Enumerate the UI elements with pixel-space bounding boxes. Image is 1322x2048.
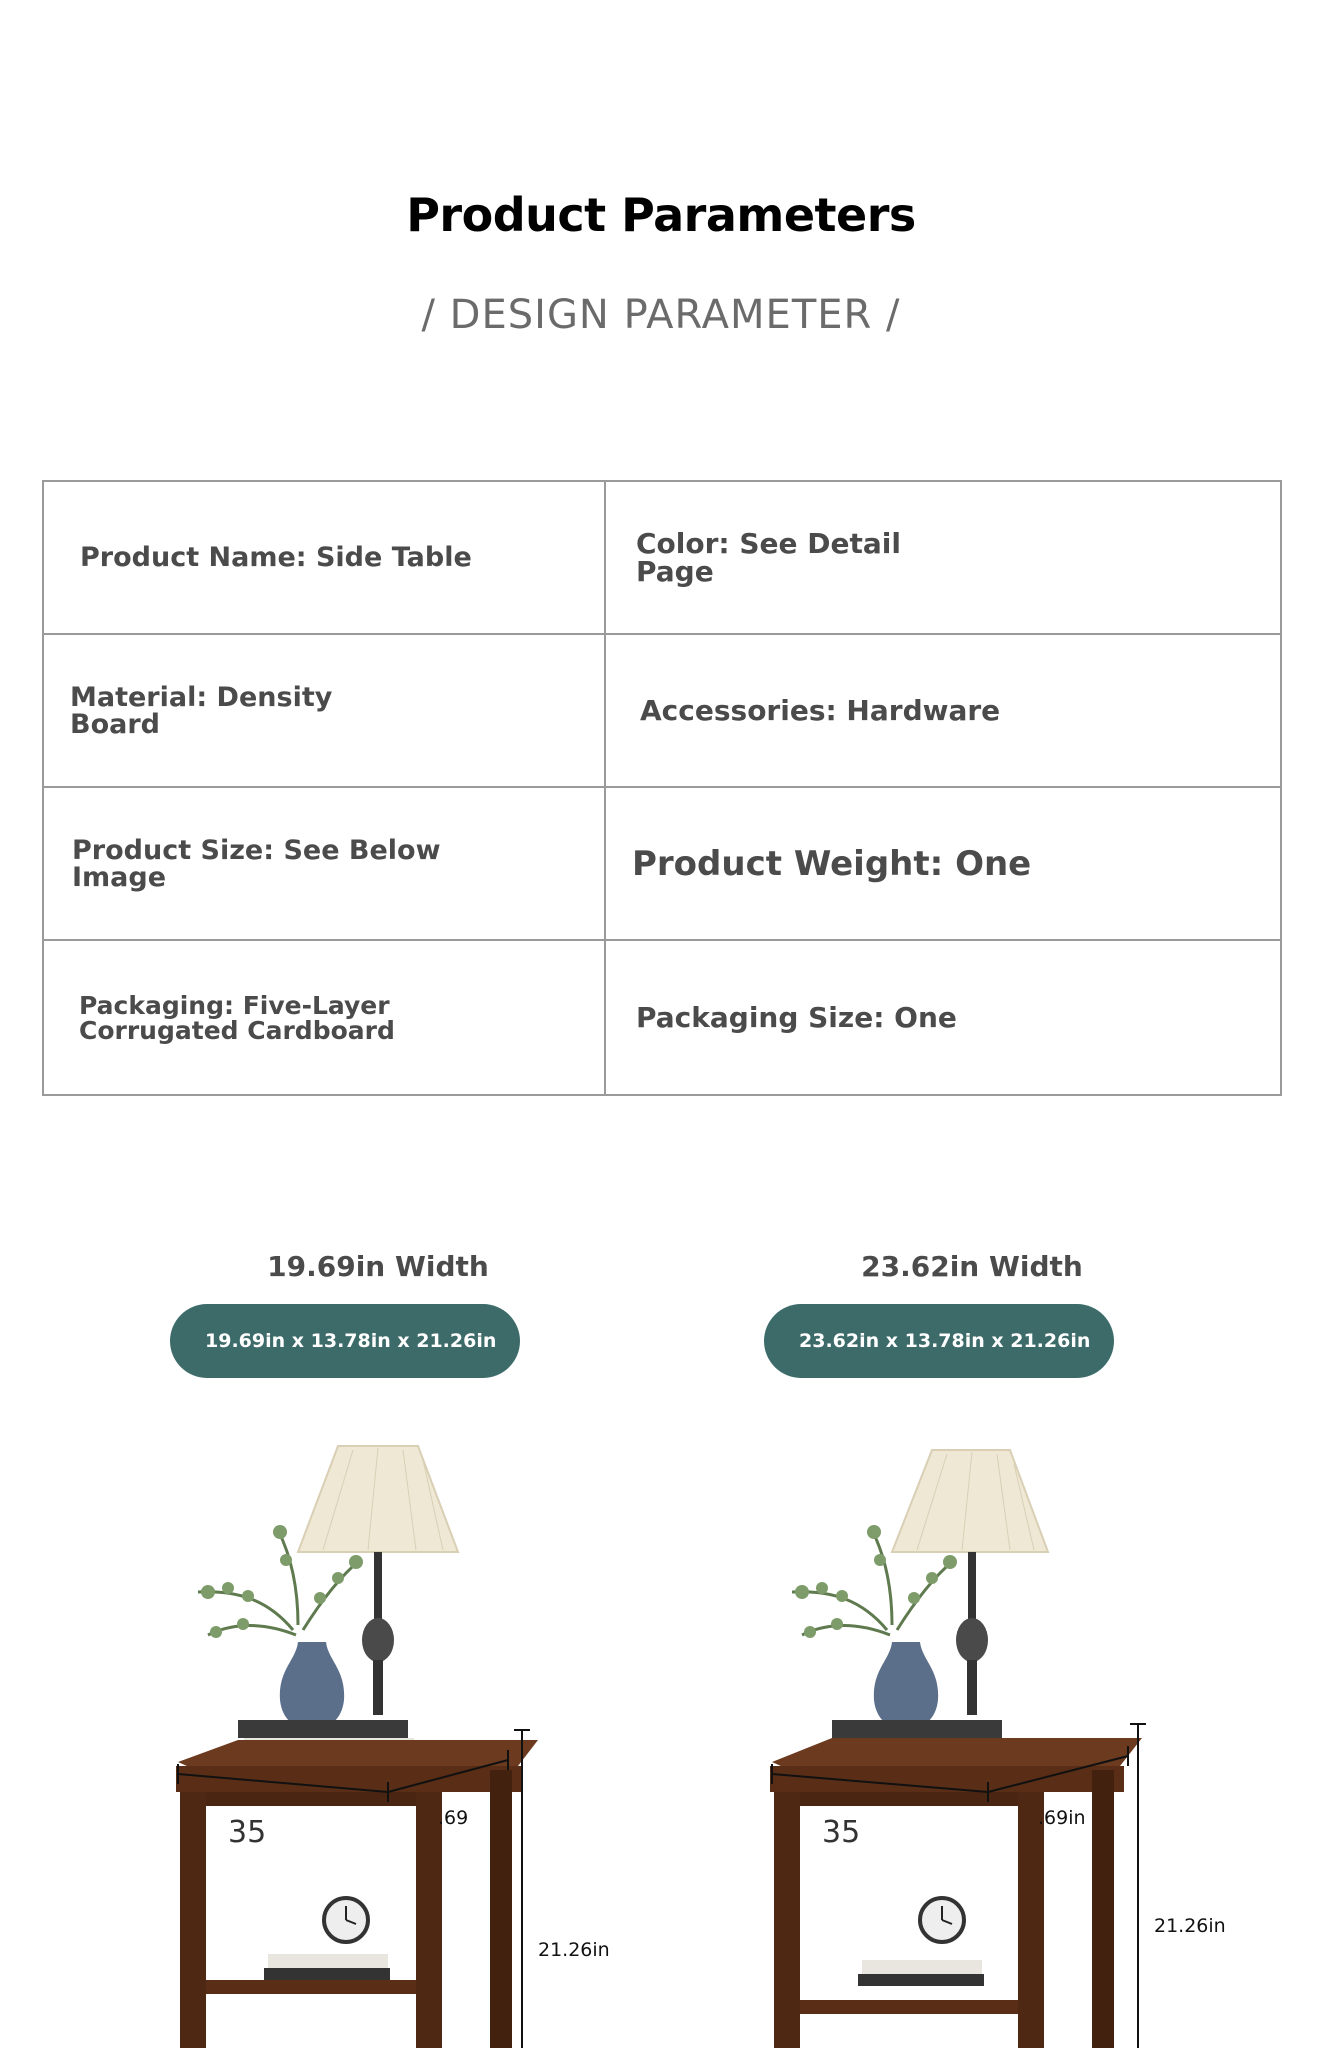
param-color [606, 482, 1280, 635]
vase [874, 1642, 938, 1730]
param-text: Packaging: Five-Layer [79, 990, 390, 1020]
height-label: 21.26in [538, 1939, 610, 1961]
product-variant-2 [692, 1240, 1252, 2048]
param-text: Product Name: Side Table [80, 542, 472, 573]
dimension-badge: 23.62in x 13.78in x 21.26in [764, 1304, 1114, 1378]
depth-label: .69in [1038, 1807, 1086, 1829]
param-text: Image [72, 861, 167, 893]
variant-title: 23.62in Width [861, 1250, 1083, 1283]
vase [280, 1642, 344, 1730]
param-text: Accessories: Hardware [640, 693, 1001, 727]
variant-title: 19.69in Width [267, 1250, 489, 1283]
param-text: Board [70, 708, 160, 740]
param-text: Product Size: See Below [72, 834, 441, 866]
param-accessories [606, 635, 1280, 788]
param-product-size [44, 788, 606, 941]
dimension-badge: 19.69in x 13.78in x 21.26in [170, 1304, 520, 1378]
param-product-weight [606, 788, 1280, 941]
product-variant-1 [98, 1240, 658, 2048]
parameters-table [42, 480, 1282, 1096]
depth-label: .69 [438, 1807, 469, 1829]
lamp-shade [298, 1446, 458, 1552]
param-product-name [44, 482, 606, 635]
param-text: Corrugated Cardboard [79, 1015, 395, 1045]
param-packaging [44, 941, 606, 1094]
page-subtitle: / DESIGN PARAMETER / [421, 292, 901, 338]
front-width-label: 35 [822, 1815, 861, 1850]
param-text: Packaging Size: One [636, 1000, 957, 1034]
lamp-shade [892, 1450, 1048, 1552]
height-label: 21.26in [1154, 1915, 1226, 1937]
front-width-label: 35 [228, 1815, 267, 1850]
param-text: Product Weight: One [632, 843, 1032, 884]
param-text: Material: Density [70, 681, 333, 713]
param-packaging-size [606, 941, 1280, 1094]
side-table-illustration [98, 1420, 658, 2048]
param-text: Page [636, 554, 714, 588]
page-title: Product Parameters [406, 188, 916, 242]
param-text: Color: See Detail [636, 526, 901, 560]
side-table-illustration [692, 1420, 1252, 2048]
param-material [44, 635, 606, 788]
